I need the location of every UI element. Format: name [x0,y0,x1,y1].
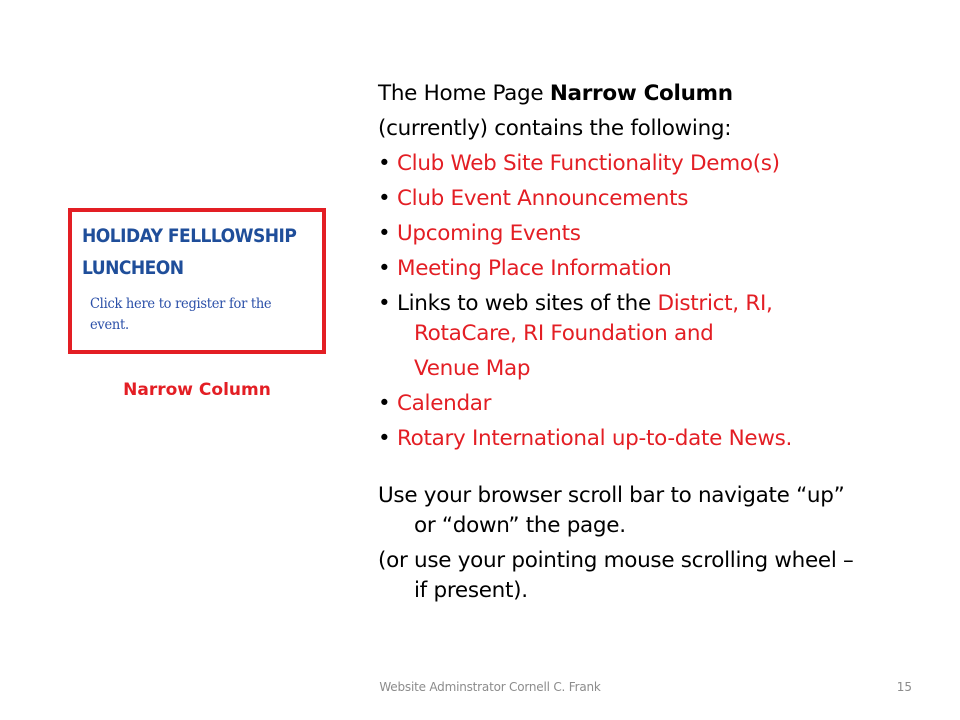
item-links-prefix: Links to web sites of the [396,291,658,316]
bullet-item [378,150,938,185]
item-links-line-1: District, RI, [657,291,773,316]
intro-text: The Home Page [378,81,550,106]
bullet-icon: • [378,426,391,451]
preview-caption: Narrow Column [123,380,271,400]
slide-body [378,80,938,612]
bullet-continuation [378,355,938,390]
item-meeting: Meeting Place Information [396,256,672,281]
narrow-column-preview [68,208,326,354]
bullet-icon: • [378,256,391,281]
item-calendar: Calendar [396,391,492,416]
intro-line-2: (currently) contains the following: [378,116,732,141]
bullet-continuation [378,320,938,355]
bullet-item [378,425,938,460]
intro-bold-text: Narrow Column [549,81,733,106]
bullet-item [378,185,938,220]
bullet-item [378,290,938,320]
footer-author: Website Adminstrator Cornell C. Frank [379,680,601,694]
intro-line-1 [378,80,938,115]
bullet-item [378,220,938,255]
page-number: 15 [896,680,912,694]
item-announcements: Club Event Announcements [396,186,689,211]
bullet-icon: • [378,291,391,316]
item-upcoming: Upcoming Events [396,221,581,246]
wheel-instruction-line-1: (or use your pointing mouse scrolling wheel – [378,548,854,573]
preview-event-title: HOLIDAY FELLLOWSHIP LUNCHEON [82,225,297,279]
bullet-item [378,390,938,425]
bullet-icon: • [378,151,391,176]
bullet-icon: • [378,221,391,246]
bullet-icon: • [378,186,391,211]
item-links-line-3: Venue Map [414,356,531,381]
item-links-line-2: RotaCare, RI Foundation and [414,321,714,346]
scroll-instruction-line-1: Use your browser scroll bar to navigate “up” [378,483,845,508]
preview-register-link[interactable]: Click here to register for the event. [90,296,272,333]
bullet-icon: • [378,391,391,416]
bullet-item [378,255,938,290]
scroll-instruction-line-2: or “down” the page. [414,513,626,538]
item-demo: Club Web Site Functionality Demo(s) [396,151,780,176]
wheel-instruction-line-2: if present). [414,578,528,603]
item-news: Rotary International up-to-date News. [396,426,793,451]
